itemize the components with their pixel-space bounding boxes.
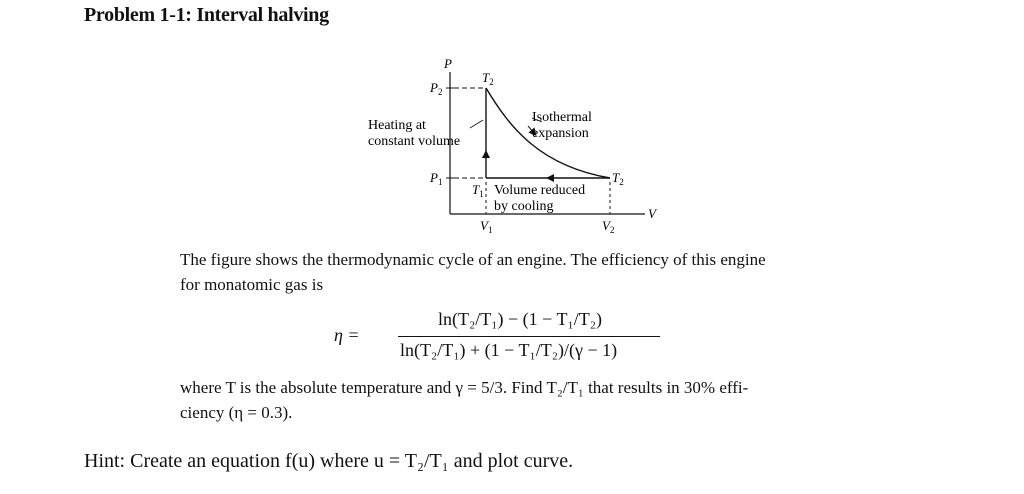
problem-title: Problem 1-1: Interval halving: [84, 4, 329, 26]
p2-label: $P_2$: [430, 80, 443, 97]
hint-text: Hint: Create an equation f(u) where u = T₂/T₁ and plot curve.: [84, 450, 574, 472]
p1-label: $P_1$: [430, 170, 443, 187]
v1-label: $V_1$: [480, 218, 493, 235]
t2-top-label: $T_2$: [482, 70, 494, 87]
v-axis-label: V: [648, 206, 656, 221]
fraction-bar: [398, 336, 660, 337]
equation-numerator: ln(T₂/T₁) − (1 − T₁/T₂): [438, 309, 603, 329]
v2-label: $V_2$: [602, 218, 615, 235]
t2-right-label: $T_2$: [612, 170, 624, 187]
intro-line-1: The figure shows the thermodynamic cycle of an engine. The efficiency of this engine: [180, 250, 766, 269]
cooling-label: Volume reduced by cooling: [494, 183, 586, 214]
pv-cycle-diagram: [360, 58, 670, 238]
question-paragraph: [180, 375, 748, 425]
equation-denominator: ln(T₂/T₁) + (1 − T₁/T₂)/(γ − 1): [400, 340, 618, 360]
question-line-2: ciency (η = 0.3).: [180, 403, 293, 422]
eta-lhs: η =: [334, 325, 360, 345]
isothermal-label: Isothermal expansion: [532, 110, 592, 141]
intro-paragraph: [180, 247, 766, 297]
intro-line-2: for monatomic gas is: [180, 275, 324, 294]
p-axis-label: P: [444, 58, 452, 71]
t1-label: $T_1$: [472, 182, 484, 199]
question-line-1: where T is the absolute temperature and γ = 5/3. Find T₂/T₁ that results in 30% effi-: [180, 378, 749, 397]
heating-label: Heating at constant volume: [368, 118, 461, 149]
